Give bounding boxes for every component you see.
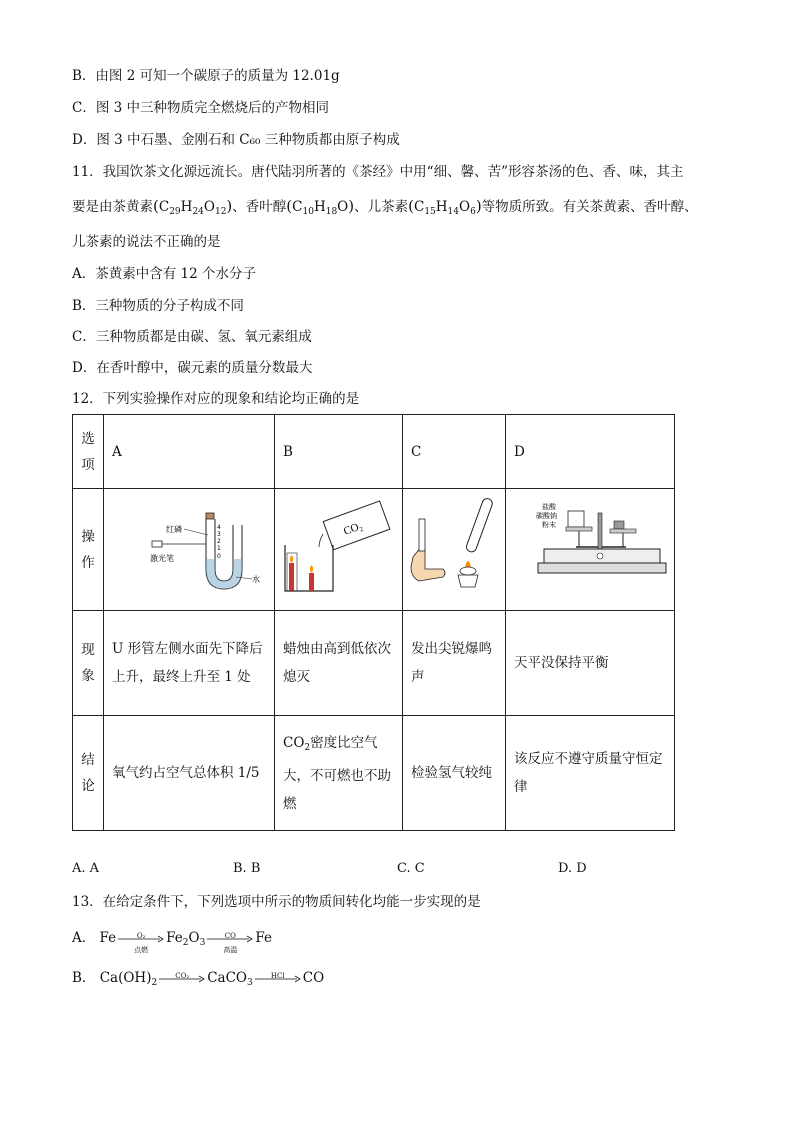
laser-pen-icon — [152, 541, 162, 547]
conc-c: 检验氢气较纯 — [403, 716, 506, 831]
label-hongling: 红磷 — [166, 525, 182, 534]
phen-d: 天平没保持平衡 — [506, 611, 675, 716]
q11-option-a: A．茶黄素中含有 12 个水分子 — [72, 266, 257, 282]
q10-option-b: B．由图 2 可知一个碳原子的质量为 12.01g — [72, 68, 340, 84]
arrow-hcl: HCl — [255, 970, 301, 988]
q12-stem: 12．下列实验操作对应的现象和结论均正确的是 — [72, 391, 360, 407]
hydrogen-test-figure — [403, 489, 505, 601]
label-co2: CO₂ — [342, 519, 365, 538]
header-a: A — [104, 415, 275, 489]
q12-option-d: D. D — [558, 861, 587, 876]
scale-4: 4 — [217, 524, 221, 531]
hand-icon — [411, 547, 445, 581]
label-laser: 激光笔 — [150, 554, 174, 563]
q11-stem-line1: 11．我国饮茶文化源远流长。唐代陆羽所著的《茶经》中用“细、馨、苦”形容茶汤的色、香、味，其主 — [72, 164, 684, 180]
q12-table — [72, 414, 675, 831]
q10-option-c: C．图 3 中三种物质完全燃烧后的产物相同 — [72, 100, 330, 116]
row-phenomenon-label: 现象 — [73, 611, 104, 716]
conc-b: $CO_2$密度比空气大，不可燃也不助燃 — [275, 716, 403, 831]
op-d-figure — [506, 489, 675, 611]
label-hcl: 盐酸 — [542, 503, 556, 511]
scale-2: 2 — [217, 538, 221, 545]
scale-1: 1 — [217, 545, 221, 552]
op-b-figure — [275, 489, 403, 611]
arrow-o2: O₂ 点燃 — [118, 930, 164, 948]
row-conclusion-label: 结论 — [73, 716, 104, 831]
label-water: 水 — [252, 575, 260, 584]
q13-stem: 13．在给定条件下，下列选项中所示的物质间转化均能一步实现的是 — [72, 894, 481, 910]
q13-option-b: B． $Ca(OH)_2$ CO₂ CaCO$_3$ HCl CO — [72, 970, 325, 988]
phen-b: 蜡烛由高到低依次熄灭 — [275, 611, 403, 716]
q12-option-c: C. C — [397, 861, 425, 876]
op-a-figure — [104, 489, 275, 611]
q11-option-c: C．三种物质都是由碳、氢、氧元素组成 — [72, 329, 312, 345]
q10-option-d: D．图 3 中石墨、金刚石和 C₆₀ 三种物质都由原子构成 — [72, 132, 400, 148]
scale-3: 3 — [217, 531, 221, 538]
phen-a: U 形管左侧水面先下降后上升，最终上升至 1 处 — [104, 611, 275, 716]
header-c: C — [403, 415, 506, 489]
q11-stem-line2: 要是由茶黄素$(C_{29}H_{24}O_{12})$、香叶醇$(C_{10}H_{18}O)$、儿茶素$(C_{15}H_{14}O_6)$等物质所致。有关茶黄素、香叶醇、 — [72, 197, 698, 217]
q11-stem-line3: 儿茶素的说法不正确的是 — [72, 234, 221, 250]
conc-a: 氧气约占空气总体积 1/5 — [104, 716, 275, 831]
op-c-figure — [403, 489, 506, 611]
header-d: D — [506, 415, 675, 489]
balance-experiment-figure — [506, 489, 674, 601]
conc-d: 该反应不遵守质量守恒定律 — [506, 716, 675, 831]
arrow-co2: CO₂ — [159, 970, 205, 988]
label-na2co3: 碳酸钠 — [536, 512, 557, 520]
label-powder: 粉末 — [542, 521, 556, 529]
scale-0: 0 — [217, 553, 221, 560]
header-b: B — [275, 415, 403, 489]
header-option-cell: 选项 — [73, 415, 104, 489]
u-tube-apparatus-figure — [104, 489, 274, 601]
q11-option-b: B．三种物质的分子构成不同 — [72, 298, 244, 314]
q12-option-b: B. B — [233, 861, 261, 876]
arrow-co: CO 高温 — [207, 930, 253, 948]
row-operation-label: 操作 — [73, 489, 104, 611]
q11-option-d: D．在香叶醇中，碳元素的质量分数最大 — [72, 360, 313, 376]
q13-option-a: A． Fe O₂ 点燃 $Fe_2O_3$ CO 高温 Fe — [72, 930, 272, 954]
q12-option-a: A. A — [72, 861, 100, 876]
phen-c: 发出尖锐爆鸣声 — [403, 611, 506, 716]
co2-beaker-candles-figure — [275, 489, 402, 601]
